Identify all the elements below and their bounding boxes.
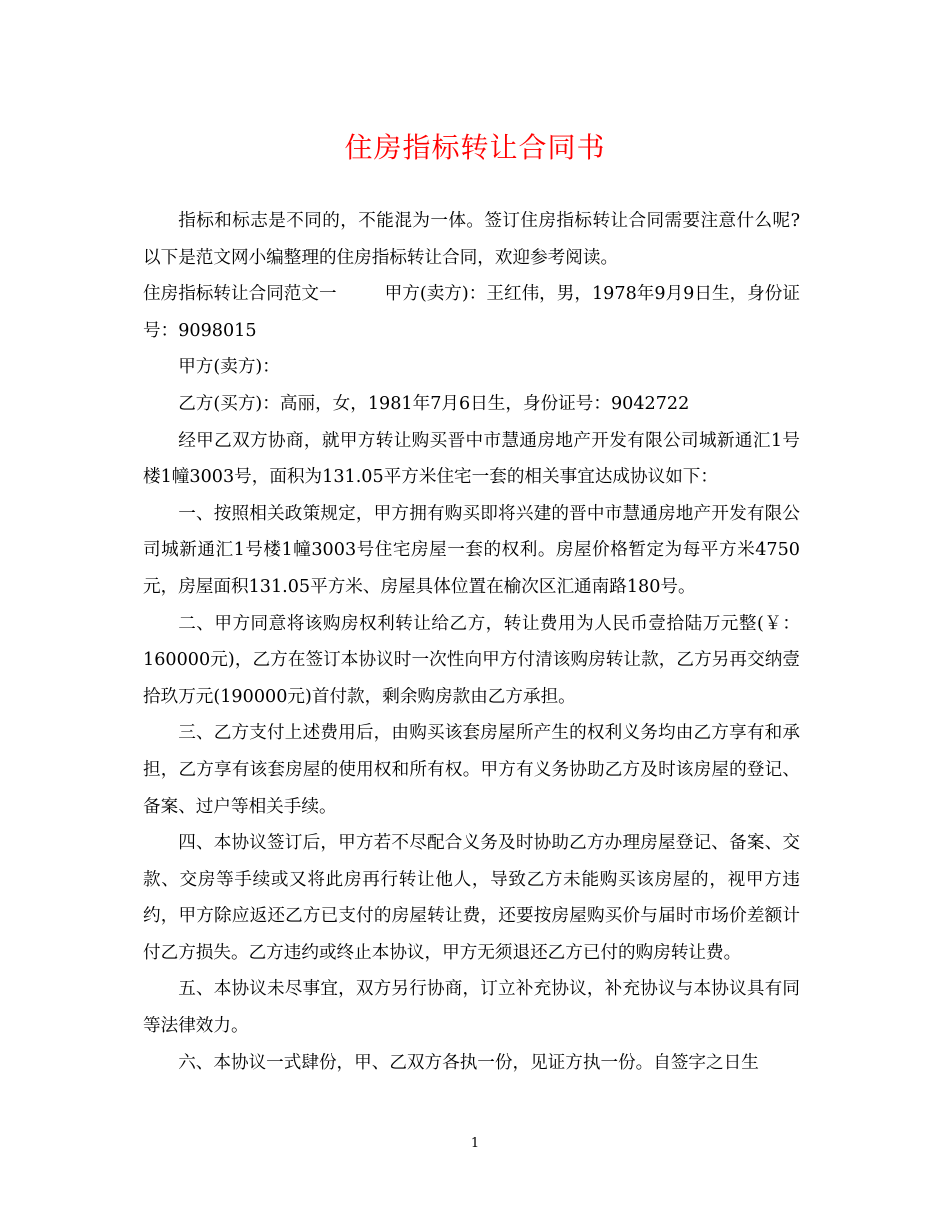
clause-4: 四、本协议签订后，甲方若不尽配合义务及时协助乙方办理房屋登记、备案、交款、交房等手续或又将此房再行转让他人，导致乙方未能购买该房屋的，视甲方违约，甲方除应返还乙方已支付的房屋转让费，还要按房屋购买价与届时市场价差额计付乙方损失。乙方违约或终止本协议，甲方无须退还乙方已付的购房转让费。	[143, 833, 800, 963]
party-a-label: 甲方(卖方)：	[178, 357, 280, 378]
sample-heading-line	[143, 276, 800, 349]
document-body	[143, 203, 800, 1081]
party-b-details: 乙方(买方)：高丽，女，1981年7月6日生，身份证号：9042722	[178, 393, 690, 414]
party-a-details: 甲方(卖方)：王红伟，男，1978年9月9日生，身份证号：9098015	[143, 284, 800, 341]
clause-3: 三、乙方支付上述费用后，由购买该套房屋所产生的权利义务均由乙方享有和承担，乙方享有该套房屋的使用权和所有权。甲方有义务协助乙方及时该房屋的登记、备案、过户等相关手续。	[143, 723, 800, 817]
clause-5: 五、本协议未尽事宜，双方另行协商，订立补充协议，补充协议与本协议具有同等法律效力。	[143, 979, 800, 1037]
clause-2: 二、甲方同意将该购房权利转让给乙方，转让费用为人民币壹拾陆万元整(￥：160000元)，乙方在签订本协议时一次性向甲方付清该购房转让款，乙方另再交纳壹拾玖万元(190000元)首付款，剩余购房款由乙方承担。	[143, 613, 800, 707]
page-number: 1	[470, 1136, 480, 1151]
sample-heading: 住房指标转让合同范文一	[143, 284, 337, 305]
preamble-paragraph: 经甲乙双方协商，就甲方转让购买晋中市慧通房地产开发有限公司城新通汇1号楼1幢3003号，面积为131.05平方米住宅一套的相关事宜达成协议如下：	[143, 430, 800, 488]
clause-1: 一、按照相关政策规定，甲方拥有购买即将兴建的晋中市慧通房地产开发有限公司城新通汇1号楼1幢3003号住宅房屋一套的权利。房屋价格暂定为每平方米4750元，房屋面积131.05平方米、房屋具体位置在榆次区汇通南路180号。	[143, 503, 800, 597]
page-title: 住房指标转让合同书	[344, 131, 606, 164]
clause-6: 六、本协议一式肆份，甲、乙双方各执一份，见证方执一份。自签字之日生	[178, 1052, 759, 1073]
intro-paragraph: 指标和标志是不同的，不能混为一体。签订住房指标转让合同需要注意什么呢?以下是范文网小编整理的住房指标转让合同，欢迎参考阅读。	[143, 211, 800, 268]
